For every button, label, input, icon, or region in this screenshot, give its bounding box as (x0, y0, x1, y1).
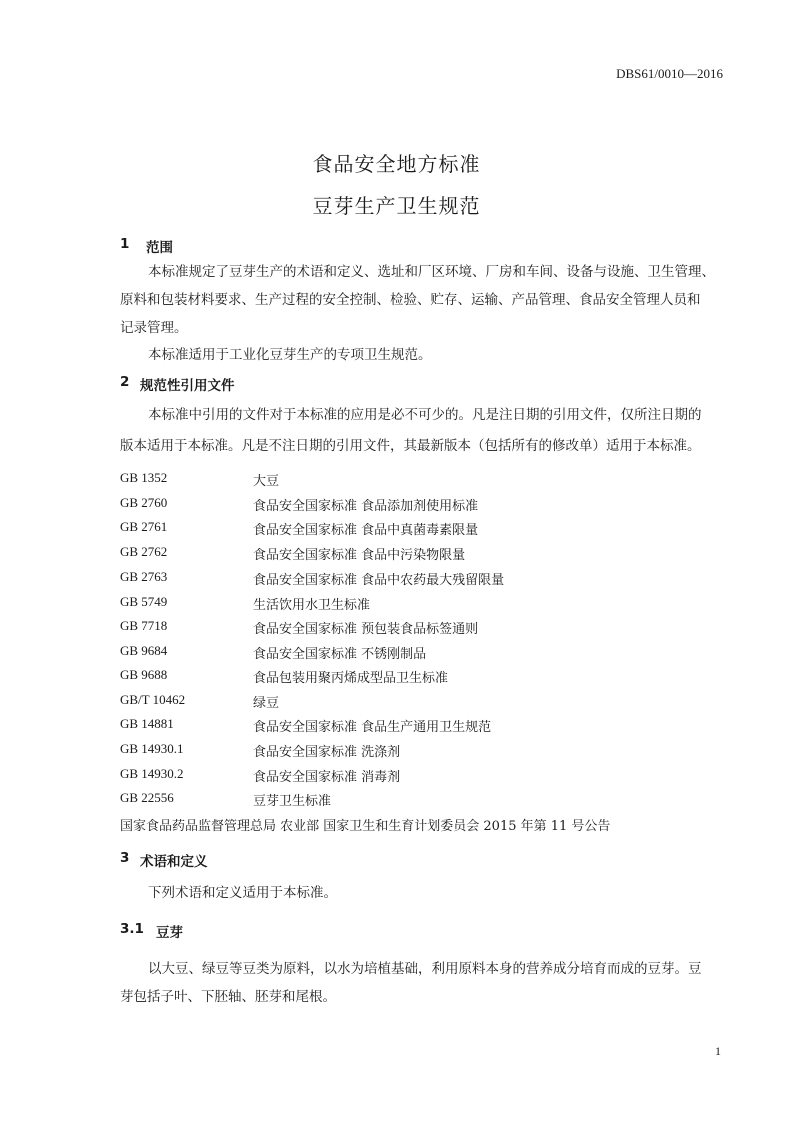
reference-title: 食品安全国家标准 洗涤剂 (253, 745, 401, 760)
reference-title: 生活饮用水卫生标准 (253, 598, 371, 613)
reference-code: GB 5749 (120, 594, 168, 609)
reference-title: 食品安全国家标准 食品中污染物限量 (253, 548, 466, 563)
reference-title: 大豆 (253, 474, 280, 489)
reference-title: 食品安全国家标准 食品中农药最大残留限量 (253, 573, 505, 588)
reference-code: GB 14930.2 (120, 766, 184, 781)
subsection-3-1-heading: 豆芽 (156, 925, 183, 941)
normative-para-line1: 本标准中引用的文件对于本标准的应用是必不可少的。凡是注日期的引用文件，仅所注日期的 (148, 407, 702, 423)
scope-para1-line1: 本标准规定了豆芽生产的术语和定义、选址和厂区环境、厂房和车间、设备与设施、卫生管理、 (148, 264, 715, 280)
reference-title: 食品安全国家标准 食品生产通用卫生规范 (253, 720, 492, 735)
section-1-heading: 范围 (146, 240, 173, 256)
section-2-number: 2 (120, 374, 130, 390)
reference-code: GB 7718 (120, 618, 168, 633)
reference-title: 豆芽卫生标准 (253, 794, 332, 809)
scope-para1-line2: 原料和包装材料要求、生产过程的安全控制、检验、贮存、运输、产品管理、食品安全管理人员和 (120, 292, 701, 308)
reference-title: 食品包装用聚丙烯成型品卫生标准 (253, 671, 449, 686)
reference-code: GB 9688 (120, 667, 168, 682)
reference-code: GB 22556 (120, 790, 174, 805)
scope-para1-line3: 记录管理。 (120, 320, 188, 336)
definition-line1: 以大豆、绿豆等豆类为原料，以水为培植基础，利用原料本身的营养成分培育而成的豆芽。豆 (148, 961, 702, 977)
section-1-number: 1 (120, 236, 130, 252)
section-3-heading: 术语和定义 (140, 854, 208, 870)
reference-code: GB 14930.1 (120, 741, 184, 756)
section-2-heading: 规范性引用文件 (140, 378, 235, 394)
reference-code: GB 2763 (120, 569, 168, 584)
reference-code: GB 14881 (120, 716, 174, 731)
reference-code: GB 1352 (120, 470, 168, 485)
normative-para-line2: 版本适用于本标准。凡是不注日期的引用文件，其最新版本（包括所有的修改单）适用于本标准。 (120, 438, 701, 454)
terms-para: 下列术语和定义适用于本标准。 (148, 885, 337, 901)
reference-title: 绿豆 (253, 696, 280, 711)
reference-title: 食品安全国家标准 预包装食品标签通则 (253, 622, 479, 637)
reference-title: 食品安全国家标准 食品添加剂使用标准 (253, 499, 479, 514)
section-3-number: 3 (120, 850, 130, 866)
reference-code: GB/T 10462 (120, 692, 186, 707)
definition-line2: 芽包括子叶、下胚轴、胚芽和尾根。 (120, 989, 336, 1005)
document-title-line2: 豆芽生产卫生规范 (312, 194, 481, 218)
scope-para2: 本标准适用于工业化豆芽生产的专项卫生规范。 (148, 347, 432, 363)
reference-code: GB 2762 (120, 544, 168, 559)
reference-code: GB 2761 (120, 519, 168, 534)
reference-title: 食品安全国家标准 食品中真菌毒素限量 (253, 523, 479, 538)
subsection-3-1-number: 3.1 (120, 921, 144, 937)
reference-title: 食品安全国家标准 不锈刚制品 (253, 647, 427, 662)
reference-code: GB 9684 (120, 643, 168, 658)
reference-title: 食品安全国家标准 消毒剂 (253, 770, 401, 785)
document-title-line1: 食品安全地方标准 (312, 152, 481, 176)
standard-code: DBS61/0010—2016 (616, 66, 723, 81)
page-number: 1 (715, 1044, 721, 1058)
reference-code: GB 2760 (120, 495, 168, 510)
announcement-reference: 国家食品药品监督管理总局 农业部 国家卫生和生育计划委员会 2015 年第 11 号公告 (120, 819, 611, 834)
